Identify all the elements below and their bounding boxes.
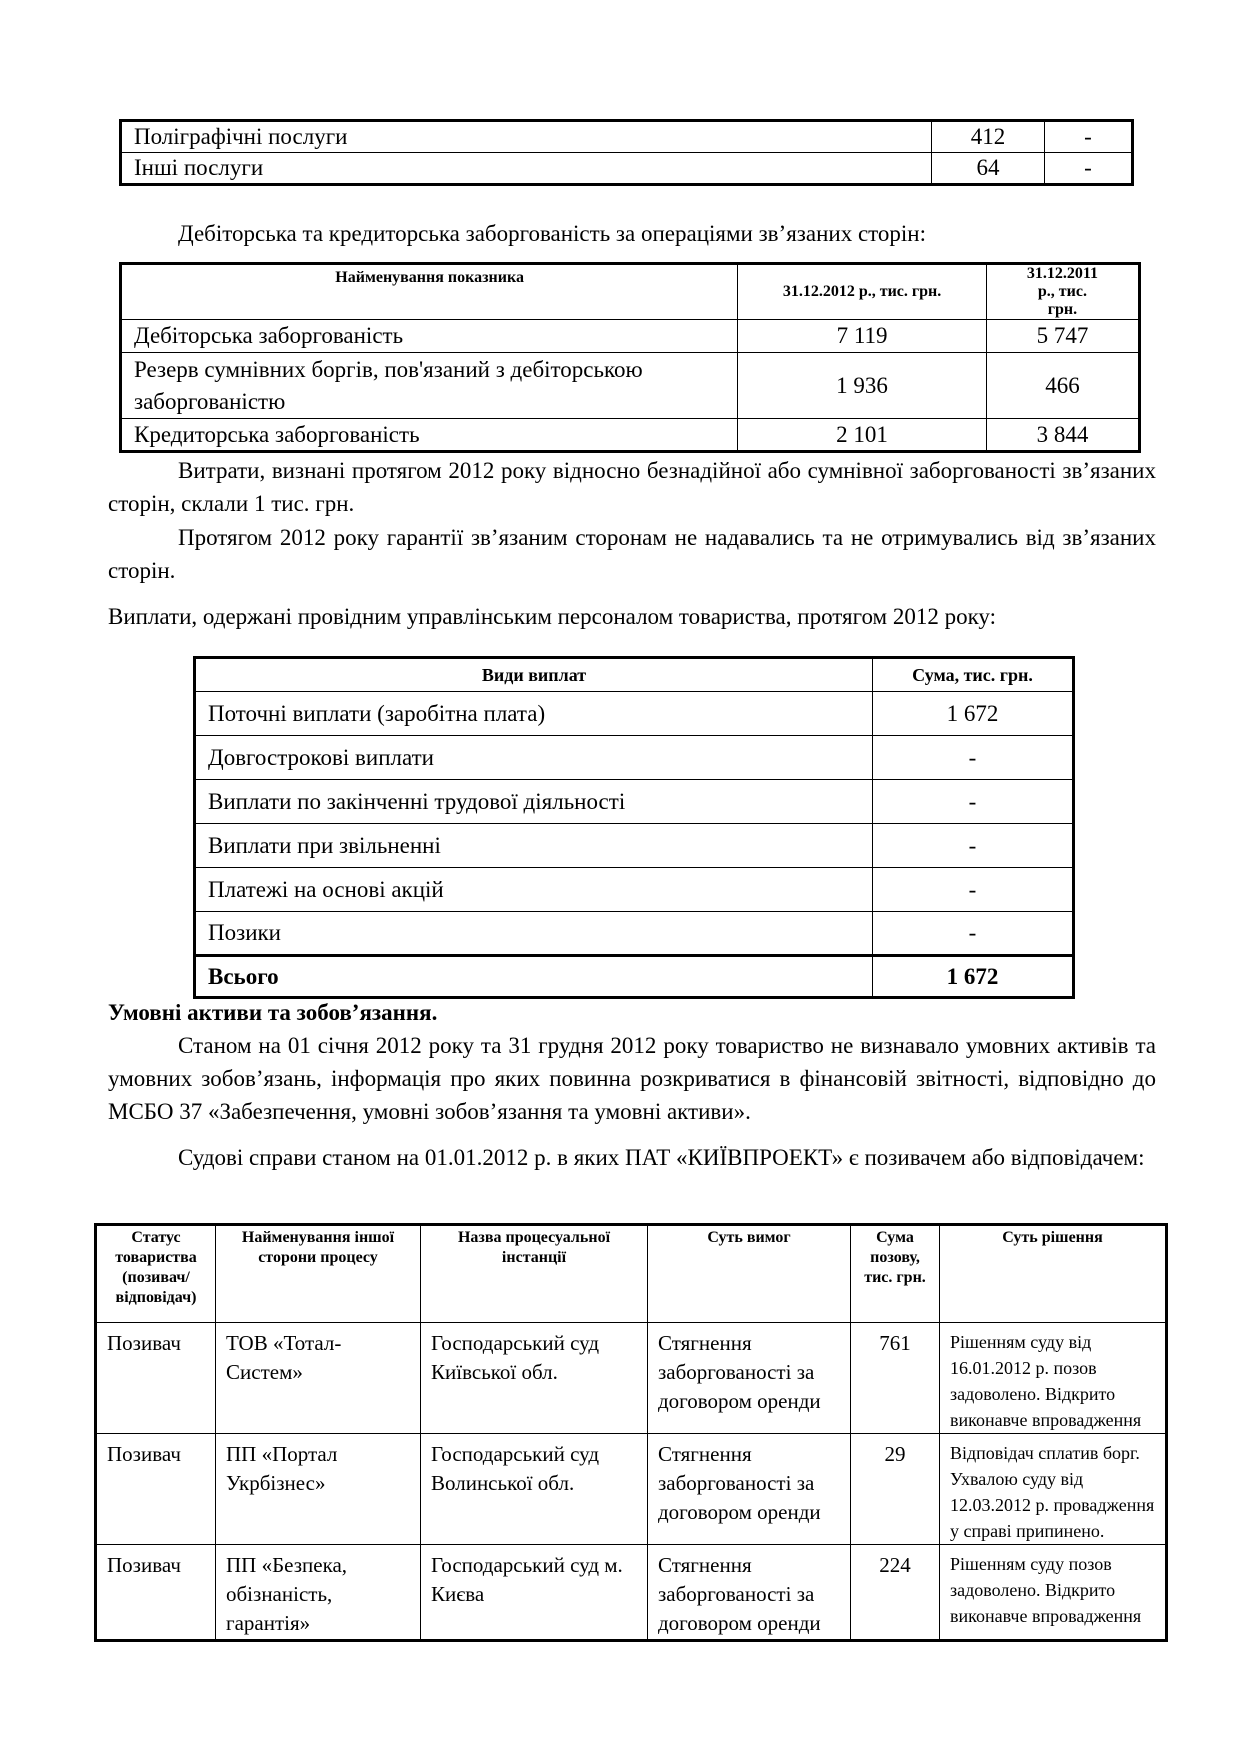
service-value-2011: - xyxy=(1045,153,1133,185)
table-row xyxy=(195,780,1074,824)
case-decision: Відповідач сплатив борг. Ухвалою суду від 12.03.2012 р. провадження у справі припинено. xyxy=(940,1434,1167,1545)
payment-sum: - xyxy=(873,780,1074,824)
value-2011: 3 844 xyxy=(986,419,1139,452)
case-status: Позивач xyxy=(96,1323,216,1434)
header-payment-type: Види виплат xyxy=(195,658,873,692)
header-party: Найменування іншої сторони процесу xyxy=(216,1225,421,1323)
service-name: Поліграфічні послуги xyxy=(121,121,932,153)
case-claim: Стягнення заборгованості за договором оренди xyxy=(648,1323,851,1434)
table-row xyxy=(195,692,1074,736)
header-2012: 31.12.2012 р., тис. грн. xyxy=(738,264,987,320)
value-2012: 1 936 xyxy=(738,353,987,419)
table-header-row xyxy=(96,1225,1167,1323)
case-decision: Рішенням суду позов задоволено. Відкрито виконавче впровадження xyxy=(940,1545,1167,1641)
case-claim: Стягнення заборгованості за договором оренди xyxy=(648,1434,851,1545)
total-sum: 1 672 xyxy=(873,956,1074,998)
table-row xyxy=(121,320,1140,353)
service-value-2012: 412 xyxy=(932,121,1045,153)
value-2011: 466 xyxy=(986,353,1139,419)
payment-type: Виплати при звільненні xyxy=(195,824,873,868)
table-total-row xyxy=(195,956,1074,998)
table-row xyxy=(96,1434,1167,1545)
case-amount: 761 xyxy=(851,1323,940,1434)
payment-sum: - xyxy=(873,736,1074,780)
header-decision: Суть рішення xyxy=(940,1225,1167,1323)
header-status: Статус товариства (позивач/ відповідач) xyxy=(96,1225,216,1323)
court-intro-paragraph: Судові справи станом на 01.01.2012 р. в яких ПАТ «КИЇВПРОЕКТ» є позивачем або відповідачем: xyxy=(178,1145,1145,1170)
table-header-row xyxy=(195,658,1074,692)
services-table xyxy=(119,119,1134,186)
payment-sum: - xyxy=(873,868,1074,912)
payment-sum: - xyxy=(873,824,1074,868)
table-row xyxy=(195,868,1074,912)
payment-type: Платежі на основі акцій xyxy=(195,868,873,912)
payment-type: Довгострокові виплати xyxy=(195,736,873,780)
case-party: ТОВ «Тотал-Систем» xyxy=(216,1323,421,1434)
guarantees-paragraph: Протягом 2012 року гарантії зв’язаним сторонам не надавались та не отримувались від зв’язаних сторін. xyxy=(108,525,1156,583)
table-row xyxy=(121,419,1140,452)
table-row xyxy=(96,1545,1167,1641)
value-2011: 5 747 xyxy=(986,320,1139,353)
debt-intro-paragraph: Дебіторська та кредиторська заборгованість за операціями зв’язаних сторін: xyxy=(178,221,926,246)
service-value-2012: 64 xyxy=(932,153,1045,185)
contingent-paragraph: Станом на 01 січня 2012 року та 31 грудня 2012 року товариство не визнавало умовних активів та умовних зобов’язань, інформація про яких повинна розкриватися в фінансовій звітності, відповідно до МСБО 37 «Забезпечення, умовні зобов’язання та умовні активи». xyxy=(108,1033,1156,1124)
case-court: Господарський суд Київської обл. xyxy=(421,1323,648,1434)
value-2012: 7 119 xyxy=(738,320,987,353)
table-header-row xyxy=(121,264,1140,320)
payment-type: Поточні виплати (заробітна плата) xyxy=(195,692,873,736)
table-row xyxy=(121,153,1133,185)
header-sum: Сума, тис. грн. xyxy=(873,658,1074,692)
payment-type: Позики xyxy=(195,912,873,956)
case-party: ПП «Портал Укрбізнес» xyxy=(216,1434,421,1545)
payment-sum: - xyxy=(873,912,1074,956)
header-amount: Сума позову, тис. грн. xyxy=(851,1225,940,1323)
case-decision: Рішенням суду від 16.01.2012 р. позов задоволено. Відкрито виконавче впровадження xyxy=(940,1323,1167,1434)
indicator-name: Кредиторська заборгованість xyxy=(121,419,738,452)
payments-intro-paragraph: Виплати, одержані провідним управлінським персоналом товариства, протягом 2012 року: xyxy=(108,604,997,629)
total-label: Всього xyxy=(195,956,873,998)
header-2011: 31.12.2011 р., тис. грн. xyxy=(986,264,1139,320)
contingent-heading: Умовні активи та зобов’язання. xyxy=(108,1000,438,1025)
table-row xyxy=(121,353,1140,419)
debt-table xyxy=(119,262,1141,453)
service-name: Інші послуги xyxy=(121,153,932,185)
case-court: Господарський суд м. Києва xyxy=(421,1545,648,1641)
court-cases-table xyxy=(94,1223,1168,1642)
table-row xyxy=(195,912,1074,956)
case-status: Позивач xyxy=(96,1545,216,1641)
case-status: Позивач xyxy=(96,1434,216,1545)
case-claim: Стягнення заборгованості за договором оренди xyxy=(648,1545,851,1641)
payment-type: Виплати по закінченні трудової діяльності xyxy=(195,780,873,824)
table-row xyxy=(96,1323,1167,1434)
header-court: Назва процесуальної інстанції xyxy=(421,1225,648,1323)
case-party: ПП «Безпека, обізнаність, гарантія» xyxy=(216,1545,421,1641)
expenses-paragraph: Витрати, визнані протягом 2012 року відносно безнадійної або сумнівної заборгованості зв’язаних сторін, склали 1 тис. грн. xyxy=(108,458,1156,516)
payments-table xyxy=(193,656,1075,999)
indicator-name: Дебіторська заборгованість xyxy=(121,320,738,353)
header-claim: Суть вимог xyxy=(648,1225,851,1323)
service-value-2011: - xyxy=(1045,121,1133,153)
table-row xyxy=(121,121,1133,153)
value-2012: 2 101 xyxy=(738,419,987,452)
header-indicator: Найменування показника xyxy=(121,264,738,320)
table-row xyxy=(195,824,1074,868)
payment-sum: 1 672 xyxy=(873,692,1074,736)
case-court: Господарський суд Волинської обл. xyxy=(421,1434,648,1545)
indicator-name: Резерв сумнівних боргів, пов'язаний з дебіторською заборгованістю xyxy=(121,353,738,419)
case-amount: 29 xyxy=(851,1434,940,1545)
table-row xyxy=(195,736,1074,780)
case-amount: 224 xyxy=(851,1545,940,1641)
